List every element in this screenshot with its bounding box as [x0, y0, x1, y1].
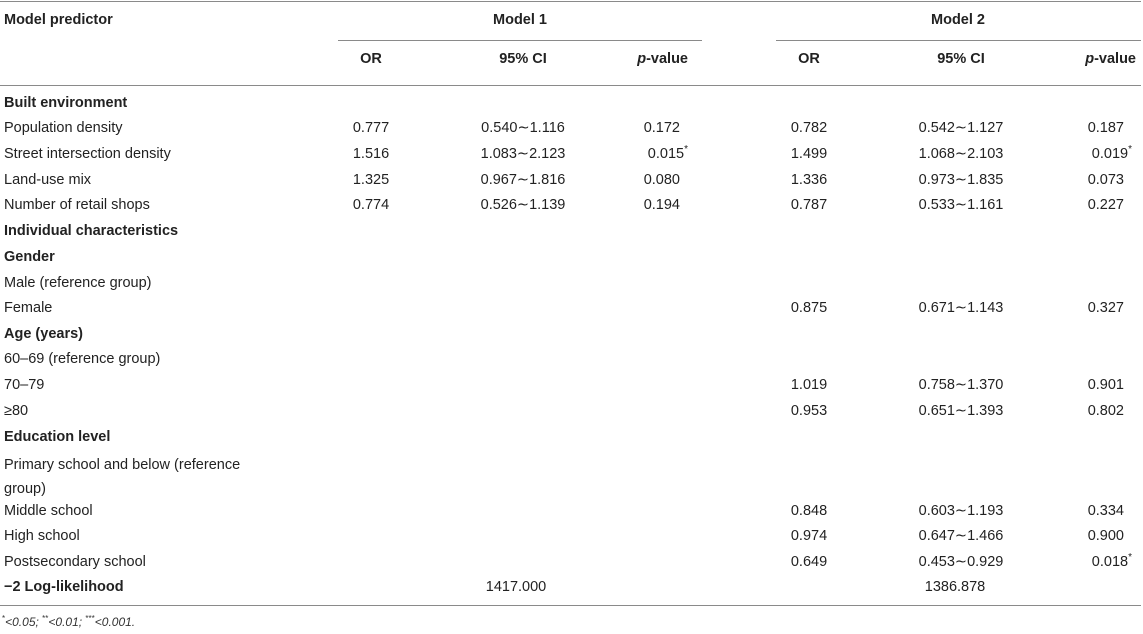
m2-ci: 0.647∼1.466 — [918, 528, 1004, 544]
m2-pvalue: 0.019* — [1091, 144, 1132, 162]
header-model-predictor: Model predictor — [4, 12, 113, 28]
row-label: Middle school — [4, 503, 93, 519]
m1-pvalue: 0.015* — [647, 144, 688, 162]
m2-pvalue: 0.227 — [1087, 197, 1124, 213]
m2-ci: 0.671∼1.143 — [918, 300, 1004, 316]
m2-pvalue: 0.018* — [1091, 552, 1132, 570]
m2-or: 0.974 — [790, 528, 828, 544]
row-label: Number of retail shops — [4, 197, 150, 213]
model1-underline — [338, 40, 702, 41]
model2-underline — [776, 40, 1141, 41]
m1-or: 1.325 — [352, 172, 390, 188]
m2-or: 1.019 — [790, 377, 828, 393]
header-model2: Model 2 — [931, 12, 985, 28]
header-m2-pvalue: p-value — [1085, 51, 1136, 67]
m1-or: 1.516 — [352, 146, 390, 162]
m2-or: 1.499 — [790, 146, 828, 162]
m2-ci: 0.453∼0.929 — [918, 554, 1004, 570]
m2-pvalue: 0.073 — [1087, 172, 1124, 188]
table-top-rule — [0, 1, 1141, 2]
row-label: Age (years) — [4, 326, 83, 342]
row-label: Population density — [4, 120, 123, 136]
m1-pvalue: 0.172 — [643, 120, 680, 136]
header-m1-ci: 95% CI — [499, 51, 547, 67]
m2-ci: 0.603∼1.193 — [918, 503, 1004, 519]
m1-pvalue: 0.194 — [643, 197, 680, 213]
m1-or: 0.774 — [352, 197, 390, 213]
row-label: Street intersection density — [4, 146, 171, 162]
row-label: −2 Log-likelihood — [4, 579, 124, 595]
m2-pvalue: 0.334 — [1087, 503, 1124, 519]
row-label: 70–79 — [4, 377, 45, 393]
row-label: Female — [4, 300, 53, 316]
m2-or: 1.336 — [790, 172, 828, 188]
m2-pvalue: 0.327 — [1087, 300, 1124, 316]
m2-ci: 0.973∼1.835 — [918, 172, 1004, 188]
m2-ci: 0.542∼1.127 — [918, 120, 1004, 136]
m2-or: 0.953 — [790, 403, 828, 419]
m2-ci: 0.651∼1.393 — [918, 403, 1004, 419]
m2-pvalue: 0.802 — [1087, 403, 1124, 419]
row-label: Built environment — [4, 95, 128, 111]
m1-ci: 1.083∼2.123 — [480, 146, 566, 162]
header-bottom-rule — [0, 85, 1141, 86]
row-label: High school — [4, 528, 80, 544]
row-label: 60–69 (reference group) — [4, 351, 161, 367]
m2-pvalue: 0.901 — [1087, 377, 1124, 393]
m1-or: 0.777 — [352, 120, 390, 136]
m1-log-likelihood: 1417.000 — [485, 579, 547, 595]
m2-or: 0.875 — [790, 300, 828, 316]
table-bottom-rule — [0, 605, 1141, 606]
m2-pvalue: 0.187 — [1087, 120, 1124, 136]
row-label: Individual characteristics — [4, 223, 179, 239]
table-footnote: *<0.05; **<0.01; ***<0.001. — [2, 614, 136, 629]
m2-pvalue: 0.900 — [1087, 528, 1124, 544]
m1-ci: 0.540∼1.116 — [481, 120, 565, 136]
row-label: Land-use mix — [4, 172, 92, 188]
header-m2-ci: 95% CI — [937, 51, 985, 67]
header-m2-or: OR — [798, 51, 820, 67]
header-m1-or: OR — [360, 51, 382, 67]
m2-ci: 1.068∼2.103 — [918, 146, 1004, 162]
m2-or: 0.848 — [790, 503, 828, 519]
row-label: ≥80 — [4, 403, 29, 419]
row-label: Gender — [4, 249, 55, 265]
header-model1: Model 1 — [493, 12, 547, 28]
m2-ci: 0.758∼1.370 — [918, 377, 1004, 393]
header-m1-pvalue: p-value — [637, 51, 688, 67]
row-label: Postsecondary school — [4, 554, 146, 570]
m2-or: 0.787 — [790, 197, 828, 213]
m1-ci: 0.967∼1.816 — [480, 172, 566, 188]
m2-or: 0.649 — [790, 554, 828, 570]
row-label: Male (reference group) — [4, 275, 152, 291]
m1-pvalue: 0.080 — [643, 172, 680, 188]
m1-ci: 0.526∼1.139 — [480, 197, 566, 213]
m2-log-likelihood: 1386.878 — [924, 579, 986, 595]
m2-ci: 0.533∼1.161 — [918, 197, 1004, 213]
m2-or: 0.782 — [790, 120, 828, 136]
row-label: Primary school and below (reference group) — [4, 457, 241, 497]
row-label: Education level — [4, 429, 111, 445]
